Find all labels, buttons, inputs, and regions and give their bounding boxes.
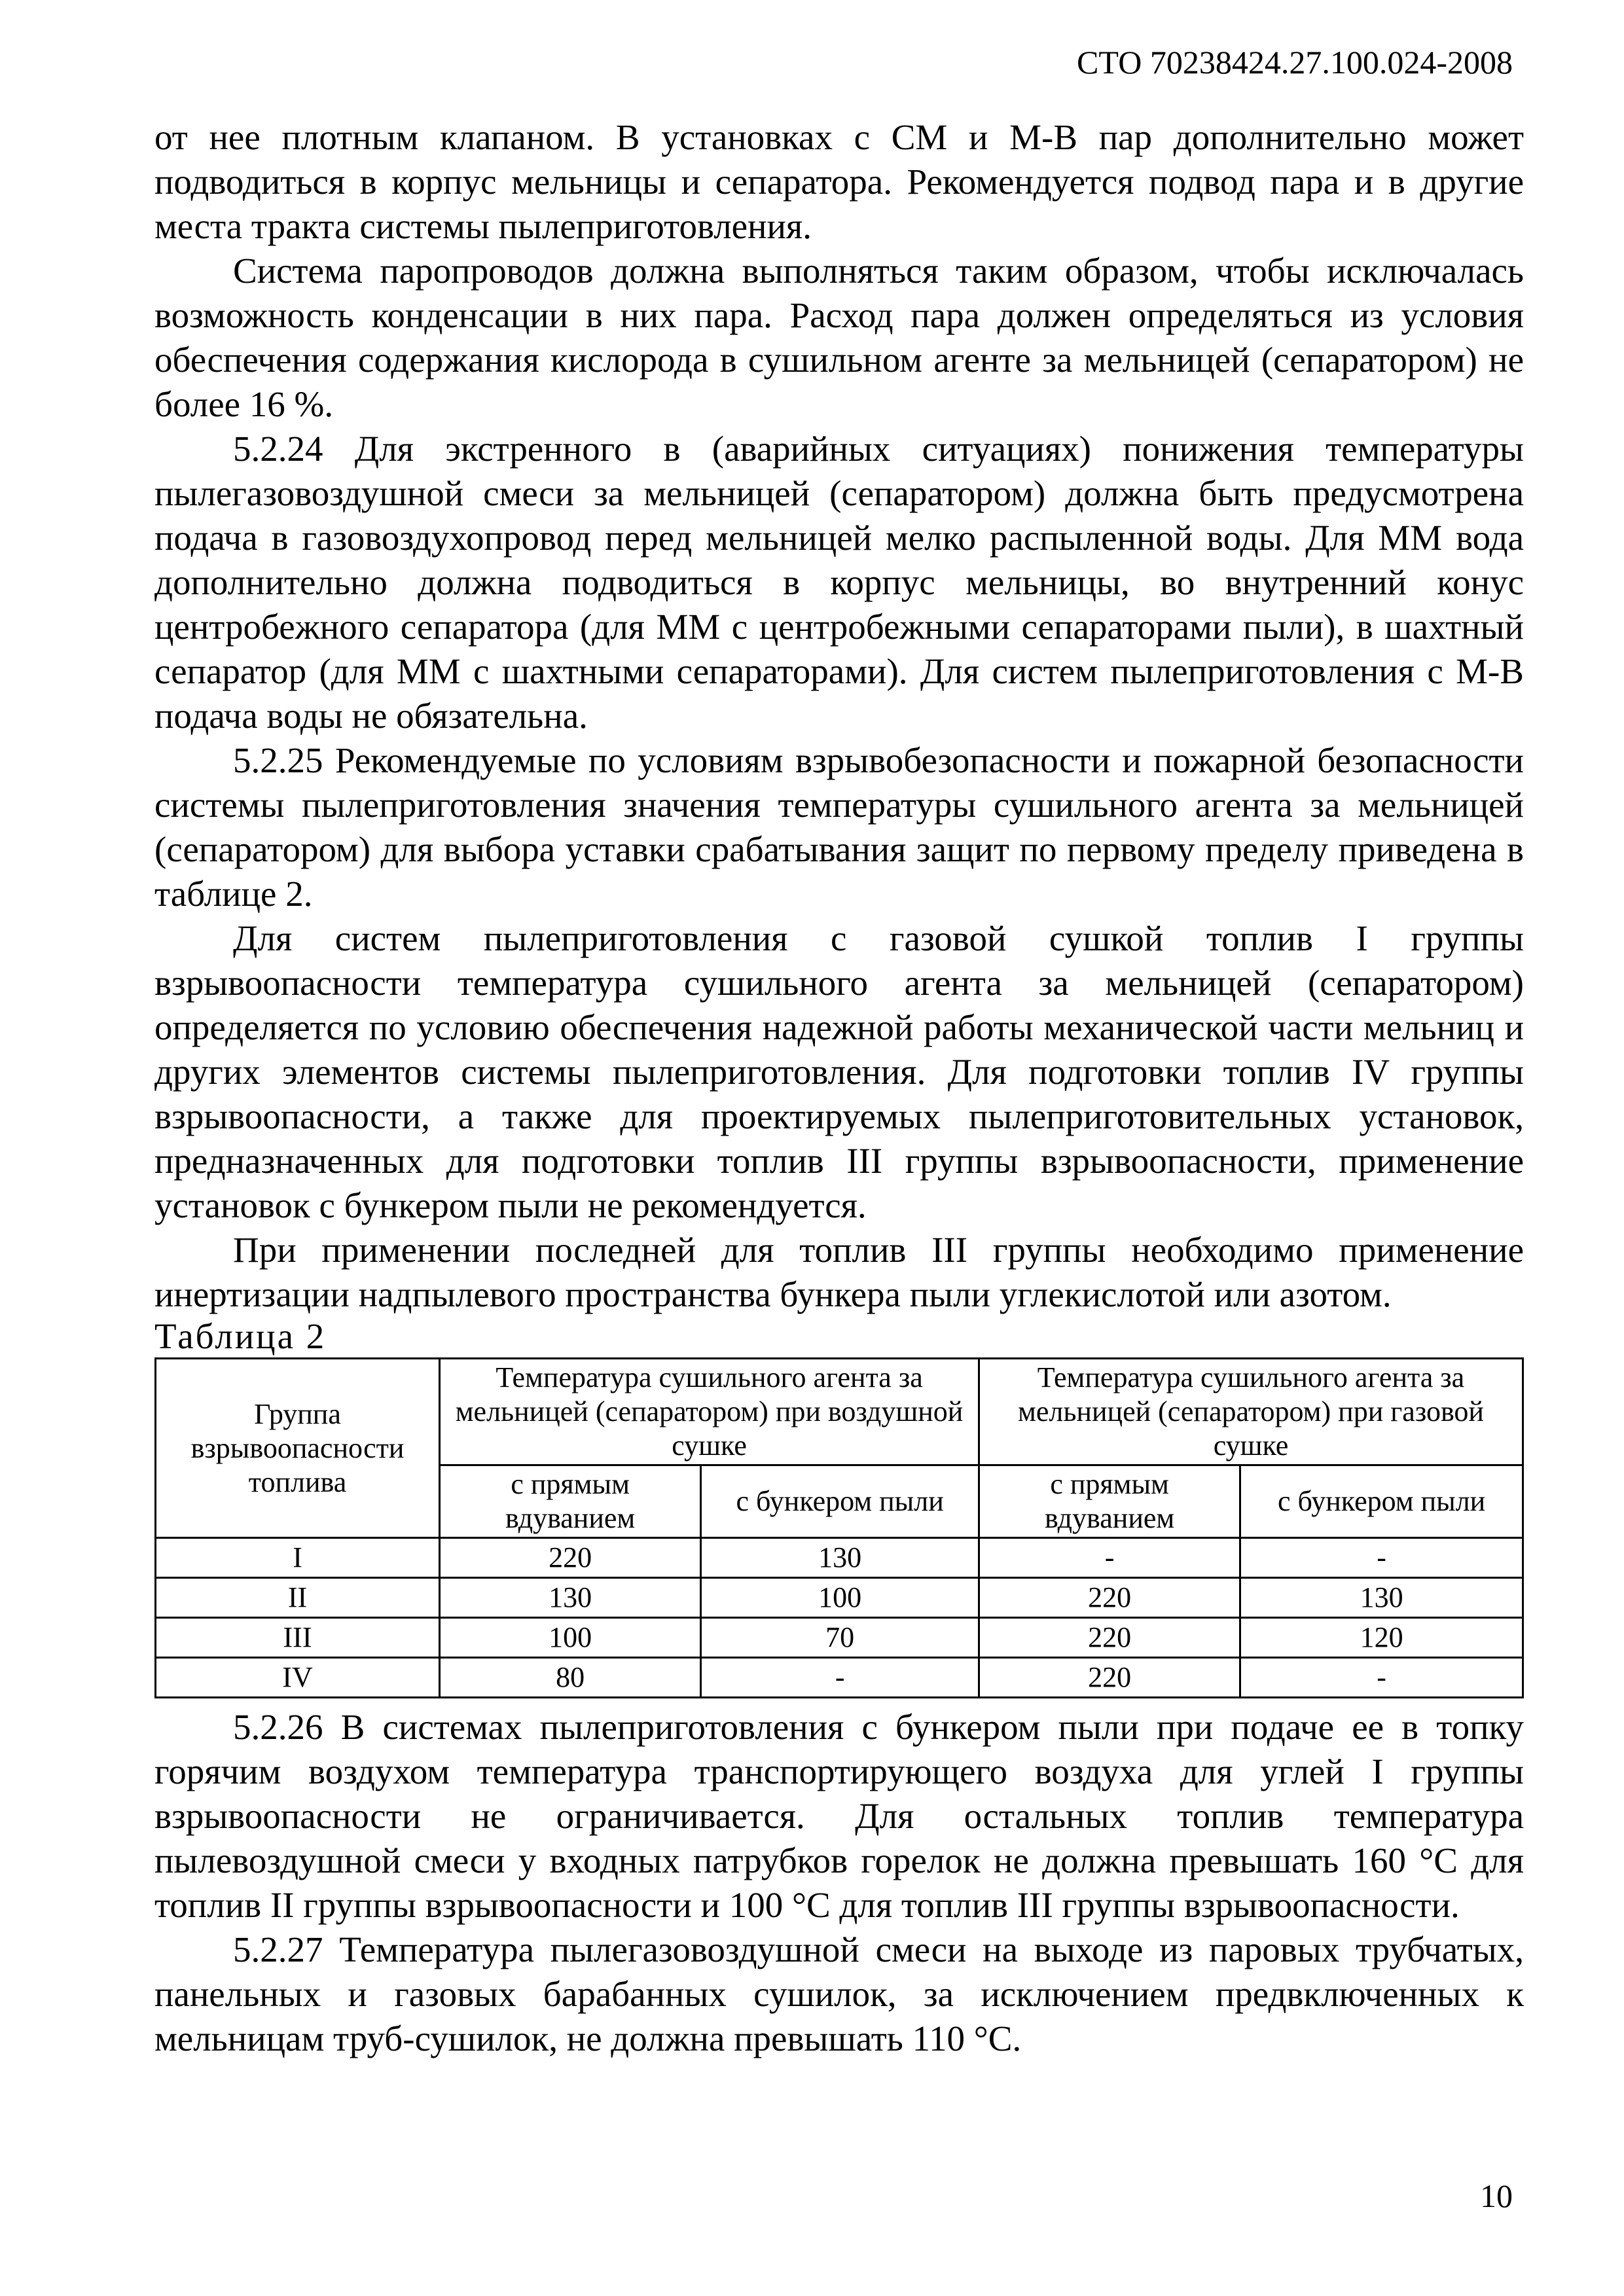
table-cell: - xyxy=(701,1658,979,1698)
table-row xyxy=(156,1538,1523,1578)
paragraph-5-2-26: 5.2.26 В системах пылеприготовления с бункером пыли при подаче ее в топку горячим воздухом температура транспортирующего воздуха для углей I группы взрывоопасности не ограничивается. Для остальных топлив температура пылевоздушной смеси у входных патрубков горелок не должна превышать 160 °С для топлив II группы взрывоопасности и 100 °С для топлив III группы взрывоопасности. xyxy=(154,1707,1524,1925)
header-air-drying: Температура сушильного агента за мельницей (сепаратором) при воздушной сушке xyxy=(440,1359,979,1465)
subheader-gas-direct: с прямым вдуванием xyxy=(979,1465,1240,1538)
subheader-gas-bunker: с бункером пыли xyxy=(1240,1465,1523,1538)
table-cell: II xyxy=(156,1578,440,1618)
subheader-air-direct: с прямым вдуванием xyxy=(440,1465,701,1538)
header-gas-drying: Температура сушильного агента за мельницей (сепаратором) при газовой сушке xyxy=(979,1359,1523,1465)
paragraph-steam-pipes: Система паропроводов должна выполняться таким образом, чтобы исключалась возможность конденсации в них пара. Расход пара должен определяться из условия обеспечения содержания кислорода в сушильном агенте за мельницей (сепаратором) не более 16 %. xyxy=(154,251,1524,424)
table-cell: 120 xyxy=(1240,1618,1523,1658)
header-fuel-group: Группа взрывоопасности топлива xyxy=(156,1359,440,1538)
table-cell: - xyxy=(1240,1538,1523,1578)
page-number: 10 xyxy=(1480,2178,1513,2214)
temperature-table xyxy=(154,1357,1524,1698)
table-cell: 130 xyxy=(701,1538,979,1578)
table-cell: 80 xyxy=(440,1658,701,1698)
table-row xyxy=(156,1578,1523,1618)
table-row xyxy=(156,1658,1523,1698)
paragraph-continued: от нее плотным клапаном. В установках с СМ и М-В пар дополнительно может подводиться в корпус мельницы и сепаратора. Рекомендуется подвод пара и в другие места тракта системы пылеприготовления. xyxy=(154,117,1524,246)
table-cell: III xyxy=(156,1618,440,1658)
document-code-header: СТО 70238424.27.100.024-2008 xyxy=(1077,44,1513,81)
table-cell: I xyxy=(156,1538,440,1578)
table-cell: 220 xyxy=(979,1658,1240,1698)
paragraph-gas-drying: Для систем пылеприготовления с газовой сушкой топлив I группы взрывоопасности температура сушильного агента за мельницей (сепаратором) определяется по условию обеспечения надежной работы механической части мельниц и других элементов системы пылеприготовления. Для подготовки топлив IV группы взрывоопасности, а также для проектируемых пылеприготовительных установок, предназначенных для подготовки топлив III группы взрывоопасности, применение установок с бункером пыли не рекомендуется. xyxy=(154,918,1524,1225)
table-cell: 100 xyxy=(440,1618,701,1658)
table-cell: IV xyxy=(156,1658,440,1698)
table-cell: - xyxy=(1240,1658,1523,1698)
paragraph-5-2-25: 5.2.25 Рекомендуемые по условиям взрывобезопасности и пожарной безопасности системы пылеприготовления значения температуры сушильного агента за мельницей (сепаратором) для выбора уставки срабатывания защит по первому пределу приведена в таблице 2. xyxy=(154,740,1524,914)
table-cell: 130 xyxy=(440,1578,701,1618)
table-cell: 100 xyxy=(701,1578,979,1618)
paragraph-5-2-24: 5.2.24 Для экстренного в (аварийных ситуациях) понижения температуры пылегазовоздушной смеси за мельницей (сепаратором) должна быть предусмотрена подача в газовоздухопровод перед мельницей мелко распыленной воды. Для ММ вода дополнительно должна подводиться в корпус мельницы, во внутренний конус центробежного сепаратора (для ММ с центробежными сепараторами пыли), в шахтный сепаратор (для ММ с шахтными сепараторами). Для систем пылеприготовления с М-В подача воды не обязательна. xyxy=(154,429,1524,736)
table-caption: Таблица 2 xyxy=(154,1316,327,1356)
table-row xyxy=(156,1618,1523,1658)
table-cell: 220 xyxy=(979,1618,1240,1658)
table-cell: - xyxy=(979,1538,1240,1578)
paragraph-inertization: При применении последней для топлив III группы необходимо применение инертизации надпылевого пространства бункера пыли углекислотой или азотом. xyxy=(154,1230,1524,1314)
table-cell: 220 xyxy=(979,1578,1240,1618)
table-cell: 130 xyxy=(1240,1578,1523,1618)
subheader-air-bunker: с бункером пыли xyxy=(701,1465,979,1538)
document-body xyxy=(154,115,1524,2061)
table-cell: 220 xyxy=(440,1538,701,1578)
paragraph-5-2-27: 5.2.27 Температура пылегазовоздушной смеси на выходе из паровых трубчатых, панельных и газовых барабанных сушилок, за исключением предвключенных к мельницам труб-сушилок, не должна превышать 110 °С. xyxy=(154,1929,1524,2058)
table-cell: 70 xyxy=(701,1618,979,1658)
